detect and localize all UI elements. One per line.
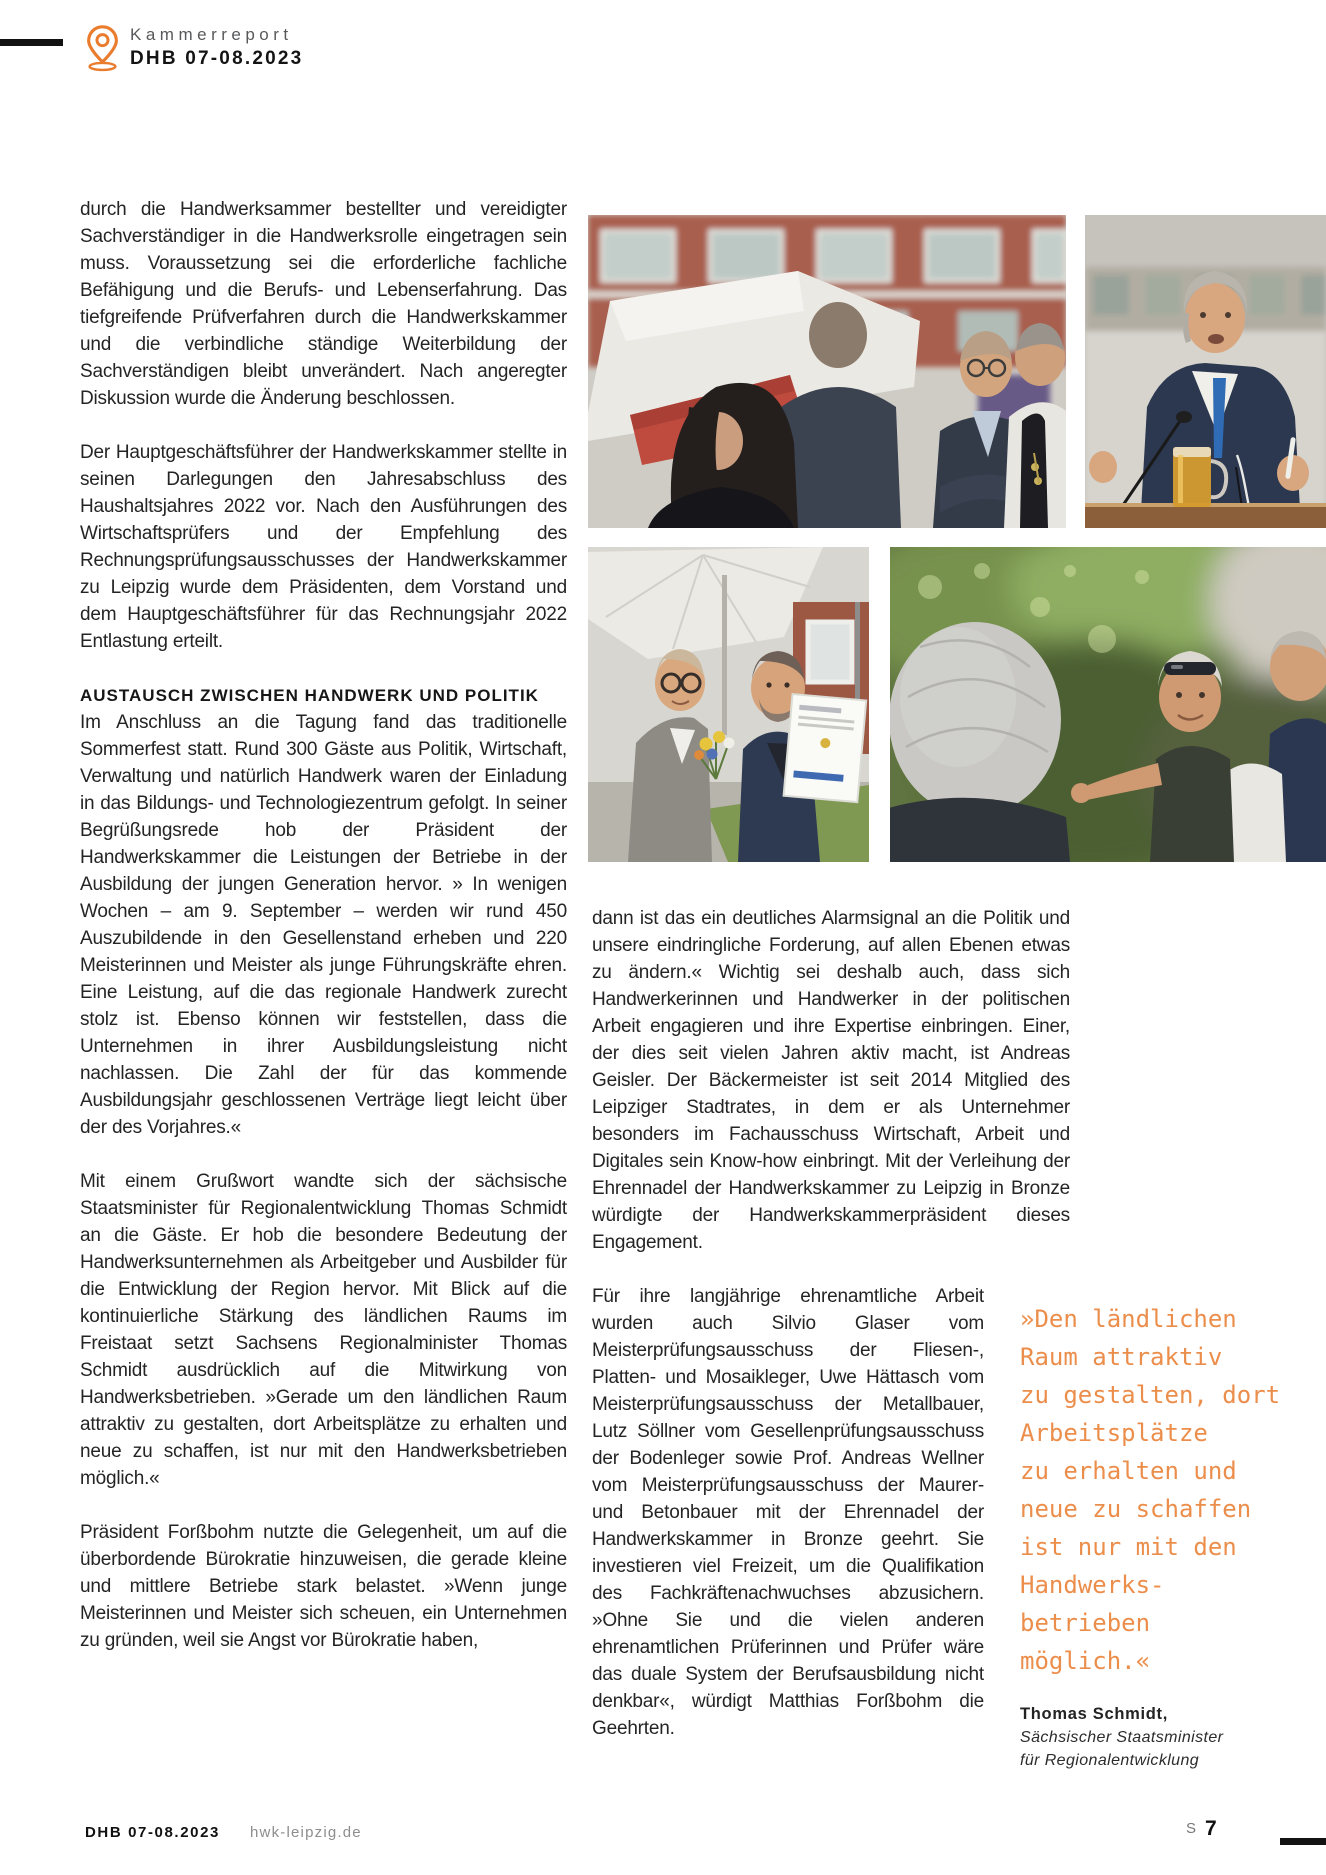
body-paragraph: Der Hauptgeschäftsführer der Handwerkskammer stellte in seinen Darlegungen den Jahresabschluss des Haushaltsjahres 2022 vor. Nach den Ausführungen des Wirtschaftsprüfers und der Empfehlung des Rechnungsprüfungsausschusses der Handwerkskammer zu Leipzig wurde dem Präsidenten, dem Vorstand und dem Hauptgeschäftsführer für das Rechnungsjahr 2022 Entlastung erteilt. xyxy=(80,442,567,652)
pull-quote-line: zu gestalten, dort xyxy=(1020,1381,1281,1409)
top-left-rule xyxy=(0,39,63,46)
photo-award-certificate xyxy=(588,547,869,862)
body-paragraph: Mit einem Grußwort wandte sich der sächsische Staatsminister für Regionalentwicklung Thomas Schmidt an die Gäste. Er hob die besondere Bedeutung der Handwerksunternehmen als Arbeitgeber und Ausbilder für die Entwicklung der Region hervor. Mit Blick auf die kontinuierliche Stärkung des ländlichen Raums im Freistaat setzt Sachsens Regionalminister Thomas Schmidt ausdrücklich auf die Mitwirkung von Handwerksbetrieben. »Gerade um den ländlichen Raum attraktiv zu gestalten, dort Arbeitsplätze zu erhalten und neue zu schaffen, ist nur mit den Handwerksbetrieben möglich.« xyxy=(80,1171,567,1489)
pull-quote-line: betrieben xyxy=(1020,1609,1151,1637)
bottom-right-rule xyxy=(1280,1838,1326,1845)
body-paragraph: dann ist das ein deutliches Alarmsignal an die Politik und unsere eindringliche Forderung, auf allen Ebenen etwas zu ändern.« Wichtig sei deshalb auch, dass sich Handwerkerinnen und Handwerker in der politischen Arbeit engagieren und ihre Expertise einbringen. Einer, der dies seit vielen Jahren aktiv macht, ist Andreas Geisler. Der Bäckermeister ist seit 2014 Mitglied des Leipziger Stadtrates, in dem er als Unternehmer besonders im Fachausschuss Wirtschaft, Arbeit und Digitales sein Know-how einbringt. Mit der Verleihung der Ehrennadel der Handwerkskammer zu Leipzig in Bronze würdigte der Handwerkskammerpräsident dieses Engagement. xyxy=(592,908,1070,1253)
quote-attribution xyxy=(1020,1702,1326,1772)
body-paragraph: Im Anschluss an die Tagung fand das traditionelle Sommerfest statt. Rund 300 Gäste aus Politik, Wirtschaft, Verwaltung und natürlich Handwerk waren der Einladung in das Bildungs- und Technologiezentrum gefolgt. In seiner Begrüßungsrede hob der Präsident der Handwerkskammer die Leistungen der Betriebe in der Ausbildung der jungen Generation hervor. » In wenigen Wochen – am 9. September – werden wir rund 450 Auszubildende in den Gesellenstand erheben und 220 Meisterinnen und Meister als junge Führungskräfte ehren. Eine Leistung, auf die das regionale Handwerk zurecht stolz ist. Ebenso können wir feststellen, dass die Unternehmen in ihrer Ausbildungsleistung nicht nachlassen. Die Zahl der für das kommende Ausbildungsjahr geschlossenen Verträge liegt leicht über der des Vorjahres.« xyxy=(80,712,567,1138)
pull-quote-line: zu erhalten und xyxy=(1020,1457,1237,1485)
header-text-block xyxy=(130,24,303,70)
photo-speaker-podium xyxy=(1085,215,1326,528)
pull-quote-line: neue zu schaffen xyxy=(1020,1495,1252,1523)
article-column-left xyxy=(80,196,567,1681)
pull-quote-line: Handwerks- xyxy=(1020,1571,1165,1599)
quote-author-role: für Regionalentwicklung xyxy=(1020,1752,1200,1769)
article-column-middle xyxy=(592,905,1070,1769)
header-eyebrow: Kammerreport xyxy=(130,25,293,44)
location-pin-icon xyxy=(84,24,121,72)
pull-quote-line: ist nur mit den xyxy=(1020,1533,1237,1561)
body-paragraph: Für ihre langjährige ehrenamtliche Arbeit wurden auch Silvio Glaser vom Meisterprüfungsausschuss der Fliesen-, Platten- und Mosaikleger, Uwe Hättasch vom Meisterprüfungsausschuss der Metallbauer, Lutz Söllner vom Gesellenprüfungsausschuss der Bodenleger sowie Prof. Andreas Wellner vom Meisterprüfungsausschuss der Maurer- und Betonbauer mit der Ehrennadel der Handwerkskammer in Bronze geehrt. Sie investieren viel Freizeit, um die Qualifikation des Fachkräftenachwuchses abzusichern. »Ohne Sie und die vielen anderen ehrenamtlichen Prüferinnen und Prüfer wäre das duale System der Berufsausbildung nicht denkbar«, würdigt Matthias Forßbohm die Geehrten. xyxy=(592,1286,984,1739)
page-number-value: 7 xyxy=(1205,1817,1217,1840)
quote-author-role: Sächsischer Staatsminister xyxy=(1020,1729,1224,1746)
footer-website: hwk-leipzig.de xyxy=(250,1824,362,1841)
pull-quote xyxy=(1020,1300,1326,1772)
pull-quote-line: Raum attraktiv xyxy=(1020,1343,1223,1371)
body-paragraph: Präsident Forßbohm nutzte die Gelegenheit, um auf die überbordende Bürokratie hinzuweisen, die gerade kleine und mittlere Betriebe stark belastet. »Wenn junge Meisterinnen und Meister sich scheuen, ein Unternehmen zu gründen, weil sie Angst vor Bürokratie haben, xyxy=(80,1522,567,1651)
page-header xyxy=(84,24,303,72)
pull-quote-line: »Den ländlichen xyxy=(1020,1305,1237,1333)
pull-quote-line: Arbeitsplätze xyxy=(1020,1419,1208,1447)
header-issue: DHB 07-08.2023 xyxy=(130,48,304,69)
section-heading: AUSTAUSCH ZWISCHEN HANDWERK UND POLITIK xyxy=(80,686,539,705)
body-paragraph: durch die Handwerksammer bestellter und vereidigter Sachverständiger in die Handwerksrolle eingetragen sein muss. Voraussetzung sei die erforderliche fachliche Befähigung und die Berufs- und Lebenserfahrung. Das tiefgreifende Prüfverfahren durch die Handwerkskammer und die verbindliche ständige Weiterbildung der Sachverständigen bleibt unverändert. Nach angeregter Diskussion wurde die Änderung beschlossen. xyxy=(80,199,567,409)
photo-sommerfest-crowd xyxy=(588,215,1066,528)
page-number-prefix: S xyxy=(1186,1820,1197,1837)
footer-issue: DHB 07-08.2023 xyxy=(85,1824,220,1841)
quote-author: Thomas Schmidt, xyxy=(1020,1705,1169,1723)
photo-guests-pointing xyxy=(890,547,1326,862)
pull-quote-line: möglich.« xyxy=(1020,1647,1151,1675)
page-number xyxy=(1186,1817,1217,1841)
